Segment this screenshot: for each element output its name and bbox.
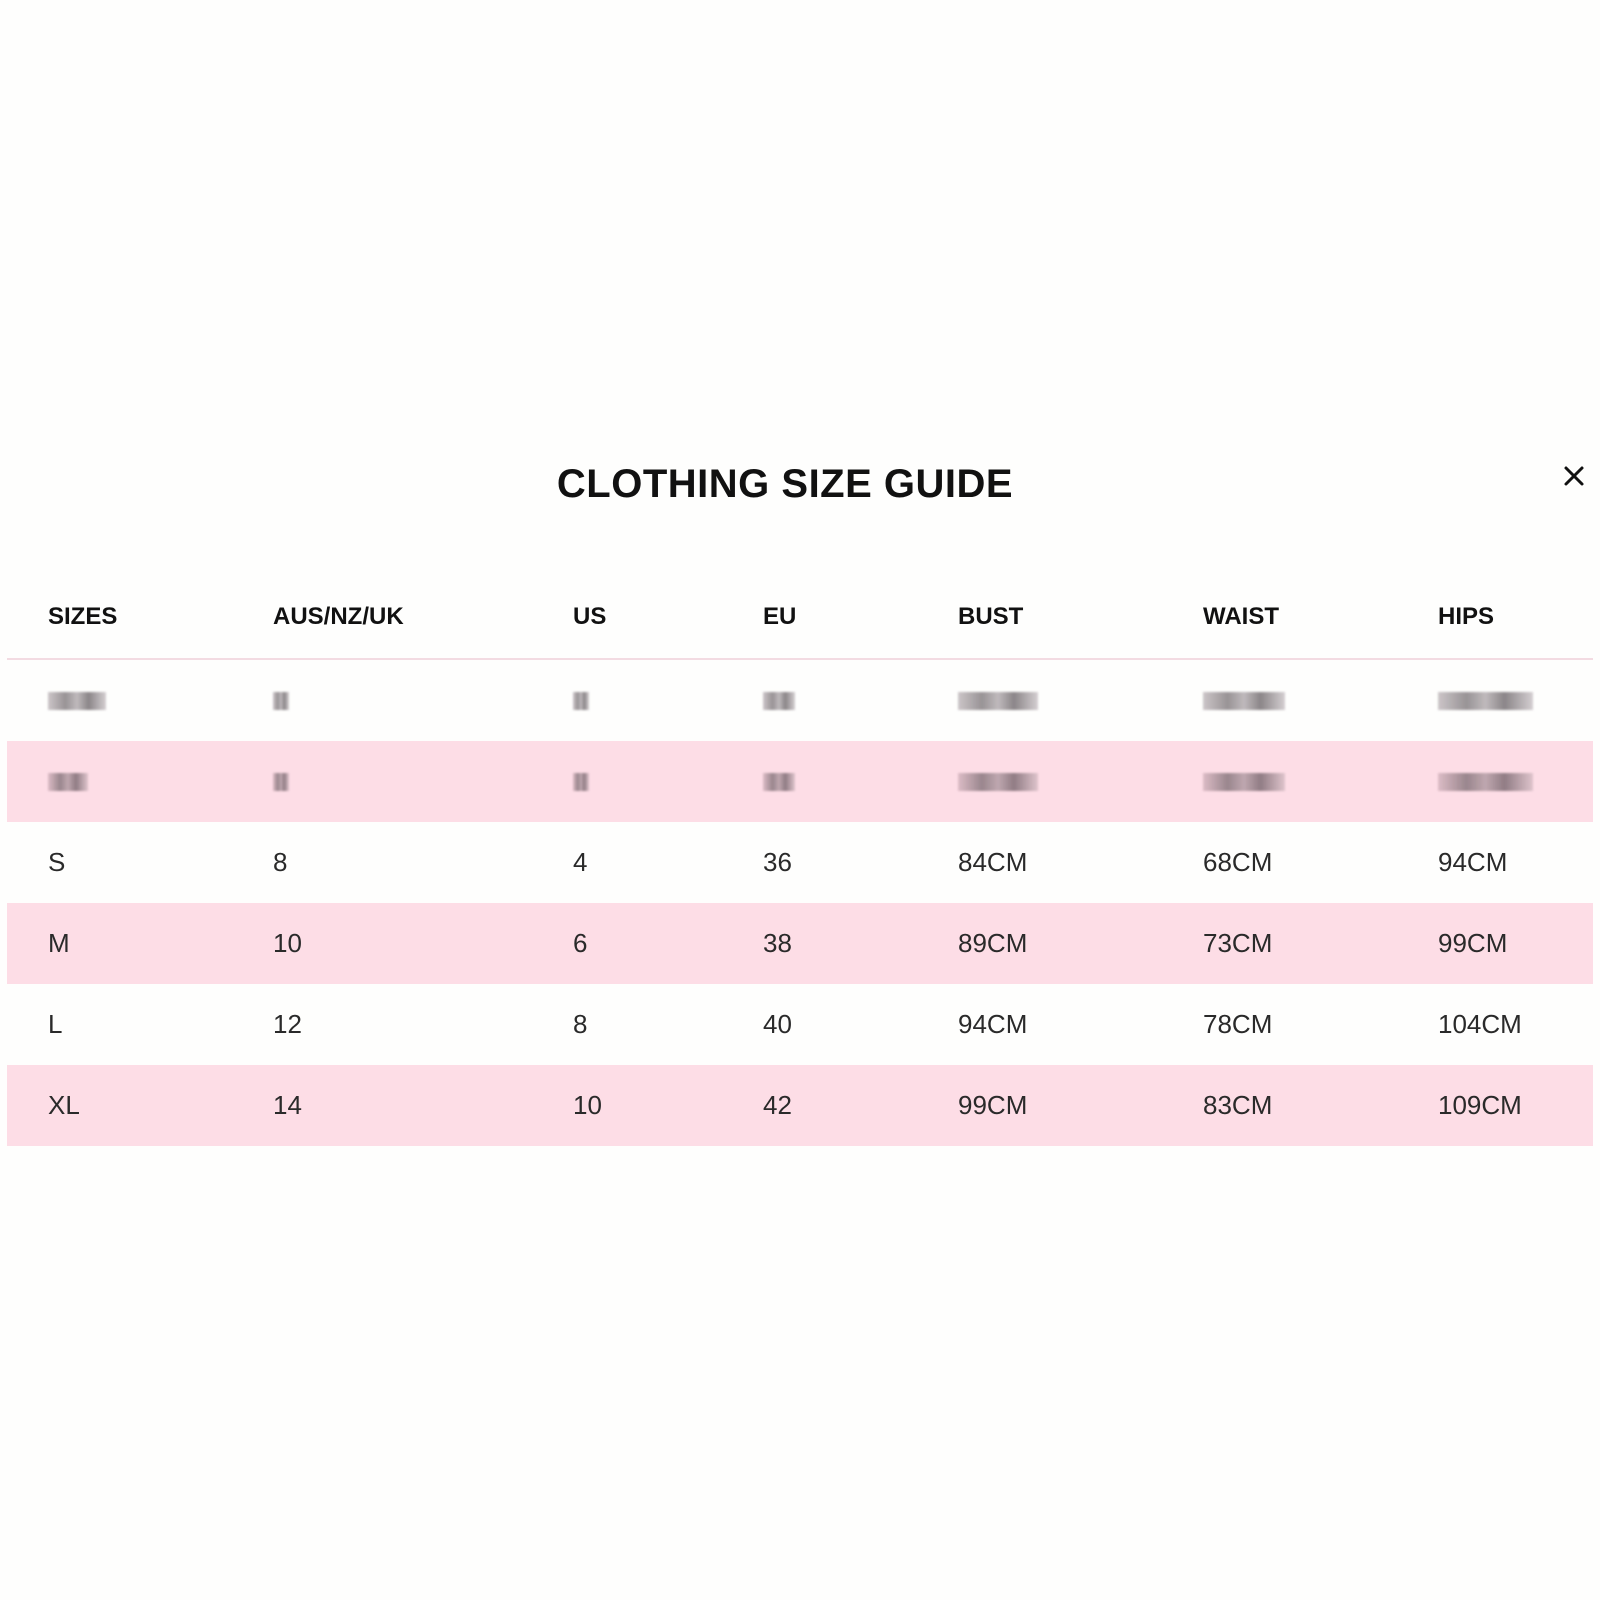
redacted-value [273, 692, 289, 710]
cell-size: L [48, 1009, 63, 1039]
cell-waist: 78CM [1203, 1009, 1273, 1039]
redacted-value [273, 773, 289, 791]
redacted-value [573, 773, 589, 791]
table-row-l [7, 984, 1593, 1065]
redacted-value [1438, 773, 1533, 791]
header-eu: EU [763, 603, 797, 630]
header-waist: WAIST [1203, 603, 1279, 630]
cell-hips: 99CM [1438, 928, 1508, 958]
cell-bust: 99CM [958, 1090, 1028, 1120]
cell-waist: 73CM [1203, 928, 1273, 958]
cell-bust: 84CM [958, 847, 1028, 877]
redacted-value [763, 773, 795, 791]
cell-eu: 40 [763, 1009, 792, 1039]
redacted-value [48, 692, 106, 710]
close-button[interactable] [1560, 462, 1588, 490]
table-header-row [7, 570, 1593, 660]
cell-size: M [48, 928, 70, 958]
close-icon [1560, 462, 1588, 490]
cell-us: 6 [573, 928, 588, 958]
modal-title: CLOTHING SIZE GUIDE [556, 462, 1014, 506]
redacted-value [48, 773, 88, 791]
cell-hips: 94CM [1438, 847, 1508, 877]
redacted-row [7, 660, 1593, 741]
header-sizes: SIZES [48, 603, 118, 630]
size-table [7, 570, 1593, 1146]
cell-size: S [48, 847, 66, 877]
header-us: US [573, 603, 607, 630]
cell-aus-nz-uk: 10 [273, 928, 302, 958]
cell-waist: 83CM [1203, 1090, 1273, 1120]
cell-eu: 42 [763, 1090, 792, 1120]
table-row-s [7, 822, 1593, 903]
cell-aus-nz-uk: 14 [273, 1090, 302, 1120]
redacted-value [573, 692, 589, 710]
redacted-value [1438, 692, 1533, 710]
cell-bust: 94CM [958, 1009, 1028, 1039]
cell-us: 4 [573, 847, 588, 877]
table-row-m [7, 903, 1593, 984]
cell-us: 10 [573, 1090, 602, 1120]
cell-aus-nz-uk: 12 [273, 1009, 302, 1039]
redacted-value [1203, 692, 1285, 710]
cell-size: XL [48, 1090, 80, 1120]
cell-aus-nz-uk: 8 [273, 847, 288, 877]
redacted-value [958, 692, 1038, 710]
cell-hips: 109CM [1438, 1090, 1522, 1120]
header-bust: BUST [958, 603, 1024, 630]
cell-us: 8 [573, 1009, 588, 1039]
redacted-value [1203, 773, 1285, 791]
header-aus-nz-uk: AUS/NZ/UK [273, 603, 404, 630]
cell-bust: 89CM [958, 928, 1028, 958]
redacted-value [763, 692, 795, 710]
cell-hips: 104CM [1438, 1009, 1522, 1039]
redacted-row [7, 741, 1593, 822]
cell-eu: 38 [763, 928, 792, 958]
table-row-xl [7, 1065, 1593, 1146]
cell-waist: 68CM [1203, 847, 1273, 877]
cell-eu: 36 [763, 847, 792, 877]
header-hips: HIPS [1438, 603, 1495, 630]
redacted-value [958, 773, 1038, 791]
